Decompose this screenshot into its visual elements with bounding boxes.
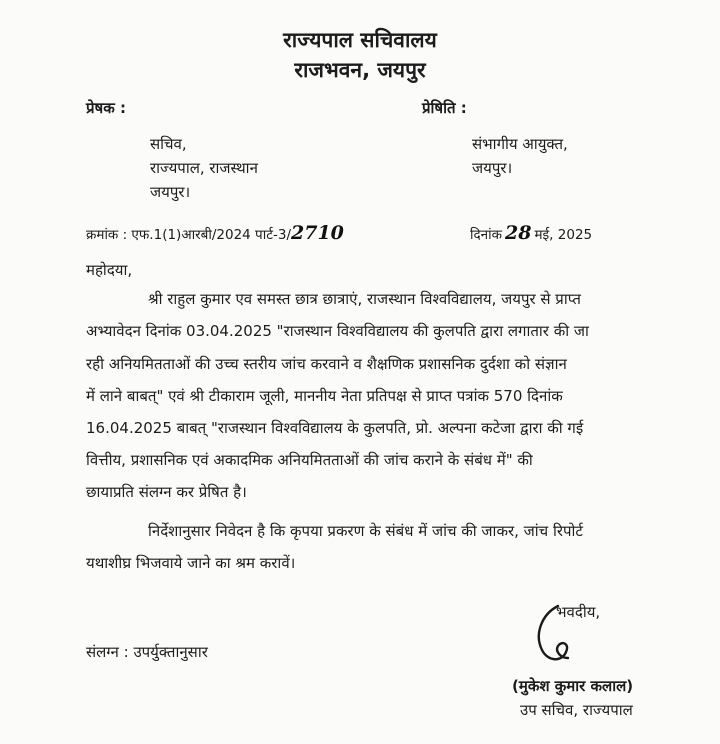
signature-scribble	[528, 600, 588, 670]
closing: भवदीय,	[556, 603, 601, 621]
para1-line-3: रही अनियमितताओं की उच्च स्तरीय जांच करवाने व शैक्षणिक प्रशासनिक दुर्दशा को संज्ञान	[86, 355, 567, 373]
sender-line-2: राज्यपाल, राजस्थान	[150, 159, 258, 177]
para2-line-2: यथाशीघ्र भिजवाये जाने का श्रम करावें।	[86, 554, 296, 572]
sender-line-1: सचिव,	[150, 135, 187, 153]
para1-line-7: छायाप्रति संलग्न कर प्रेषित है।	[86, 483, 247, 501]
signatory-name: (मुकेश कुमार कलाल)	[512, 677, 634, 695]
reference-number	[86, 222, 344, 244]
salutation: महोदया,	[86, 261, 133, 279]
para2-line-1: निर्देशानुसार निवेदन है कि कृपया प्रकरण के संबंध में जांच की जाकर, जांच रिपोर्ट	[148, 522, 583, 540]
office-place: राजभवन, जयपुर	[294, 58, 426, 82]
para1-line-4: में लाने बाबत्" एवं श्री टीकाराम जूली, माननीय नेता प्रतिपक्ष से प्राप्त पत्रांक 570 दिनांक	[86, 387, 563, 405]
sender-label: प्रेषक :	[86, 99, 126, 117]
para1-line-2: अभ्यावेदन दिनांक 03.04.2025 "राजस्थान विश्वविद्यालय की कुलपति द्वारा लगातार की जा	[86, 322, 589, 340]
para1-line-5: 16.04.2025 बाबत् "राजस्थान विश्वविद्यालय के कुलपति, प्रो. अल्पना कटेजा द्वारा की गई	[86, 419, 584, 437]
recipient-label: प्रेषिति :	[422, 99, 467, 117]
date-handwritten: 28	[505, 222, 532, 244]
para1-line-1: श्री राहुल कुमार एव समस्त छात्र छात्राएं, राजस्थान विश्वविद्यालय, जयपुर से प्राप्त	[148, 290, 581, 308]
recipient-line-2: जयपुर।	[472, 159, 513, 177]
office-title: राज्यपाल सचिवालय	[283, 28, 437, 52]
signatory-designation: उप सचिव, राज्यपाल	[520, 701, 633, 719]
recipient-line-1: संभागीय आयुक्त,	[472, 135, 568, 153]
reference-number-handwritten: 2710	[291, 222, 344, 244]
enclosure: संलग्न : उपर्युक्तानुसार	[86, 643, 208, 661]
date-suffix: मई, 2025	[534, 227, 593, 243]
reference-number-label: क्रमांक : एफ.1(1)आरबी/2024 पार्ट-3/	[86, 227, 292, 243]
para1-line-6: वित्तीय, प्रशासनिक एवं अकादमिक अनियमितताओं की जांच कराने के संबंध में" की	[86, 451, 533, 469]
letter-date	[470, 222, 592, 244]
sender-line-3: जयपुर।	[150, 183, 191, 201]
date-prefix: दिनांक	[470, 227, 503, 243]
